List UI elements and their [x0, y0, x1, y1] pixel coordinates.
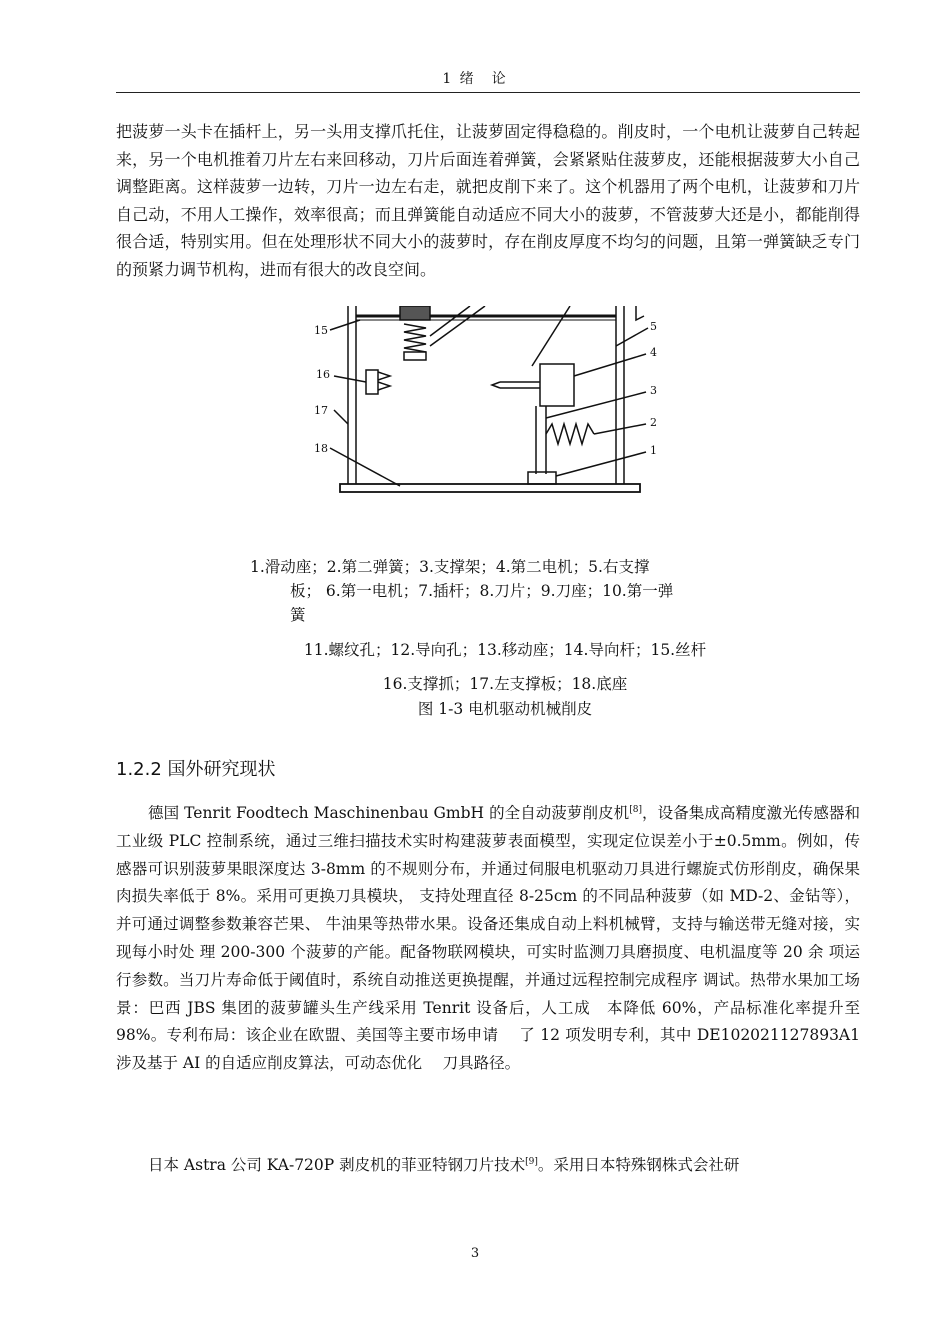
label-17: 17 [314, 404, 328, 417]
paragraph-astra [116, 1150, 860, 1180]
figure-caption: 图 1-3 电机驱动机械削皮 [417, 700, 593, 718]
figure-legend-1 [250, 555, 760, 627]
figure-legend-3: 16.支撑抓；17.左支撑板；18.底座 [382, 675, 628, 693]
page-number: 3 [470, 1246, 480, 1261]
paragraph-intro: 把菠萝一头卡在插杆上，另一头用支撑爪托住，让菠萝固定得稳稳的。削皮时，一个电机让菠萝自己转起来，另一个电机推着刀片左右来回移动，刀片后面连着弹簧，会紧紧贴住菠萝皮，还能根据菠萝大小自己调整距离。这样菠萝一边转，刀片一边左右走，就把皮削下来了。这个机器用了两个电机，让菠萝和刀片自己动，不用人工操作，效率很高；而且弹簧能自动适应不同大小的菠萝，不管菠萝大还是小，都能削得很合适，特别实用。但在处理形状不同大小的菠萝时，存在削皮厚度不均匀的问题，且第一弹簧缺乏专门的预紧力调节机构，进而有很大的改良空间。 [116, 122, 860, 279]
figure-legend-2: 11.螺纹孔；12.导向孔；13.移动座；14.导向杆；15.丝杆 [303, 641, 707, 659]
label-2: 2 [650, 416, 657, 429]
p2-text-b: ，设备集成高精度激光传感器和工业级 PLC 控制系统，通过三维扫描技术实时构建菠萝表面模型，实现定位误差小于±0.5mm。例如，传感器可识别菠萝果眼深度达 3-8mm 的不规则分布，并通过伺服电机驱动刀具进行螺旋式仿形削皮，确保果肉损失率低于 8%。采用可更换刀具模块， 支持处理直径 8-25cm 的不同品种菠萝（如 MD-2、金钻等），并可通过调整参数兼容芒果、 牛油果等热带水果。设备还集成自动上料机械臂，支持与输送带无缝对接，实现每小时处 理 200-300 个菠萝的产能。配备物联网模块，可实时监测刀具磨损度、电机温度等 20 余 项运行参数。当刀片寿命低于阈值时，系统自动推送更换提醒，并通过远程控制完成程序 调试。热带水果加工场景：巴西 JBS 集团的菠萝罐头生产线采用 Tenrit 设备后，人工成 本降低 60%，产品标准化率提升至 98%。专利布局：该企业在欧盟、美国等主要市场申请 了 12 项发明专利，其中 DE102021127893A1 涉及基于 AI 的自适应削皮算法，可动态优化 刀具路径。 [116, 804, 860, 1073]
citation-9: [9] [525, 1156, 538, 1167]
label-5: 5 [650, 320, 657, 333]
legend-line-1a: 1.滑动座；2.第二弹簧；3.支撑架；4.第二电机；5.右支撑 [250, 558, 650, 576]
paragraph-foreign-research [116, 800, 860, 1078]
label-3: 3 [650, 384, 657, 397]
label-18: 18 [314, 442, 328, 455]
figure-diagram [300, 306, 670, 506]
label-16: 16 [316, 368, 330, 381]
legend-line-1b: 板； 6.第一电机；7.插杆；8.刀片；9.刀座；10.第一弹 [290, 582, 674, 600]
label-15: 15 [314, 324, 328, 337]
p3-text-b: 。采用日本特殊钢株式会社研 [537, 1156, 740, 1174]
header-rule [116, 92, 860, 93]
label-4: 4 [650, 346, 657, 359]
p2-text-a: 德国 Tenrit Foodtech Maschinenbau GmbH 的全自动菠萝削皮机 [148, 804, 630, 822]
label-1: 1 [650, 444, 657, 457]
p3-text-a: 日本 Astra 公司 KA-720P 剥皮机的菲亚特钢刀片技术 [148, 1156, 526, 1174]
section-heading: 1.2.2 国外研究现状 [116, 759, 276, 780]
running-header: 1 绪 论 [442, 71, 508, 87]
legend-line-1c: 簧 [290, 606, 306, 624]
citation-8: [8] [629, 804, 642, 815]
